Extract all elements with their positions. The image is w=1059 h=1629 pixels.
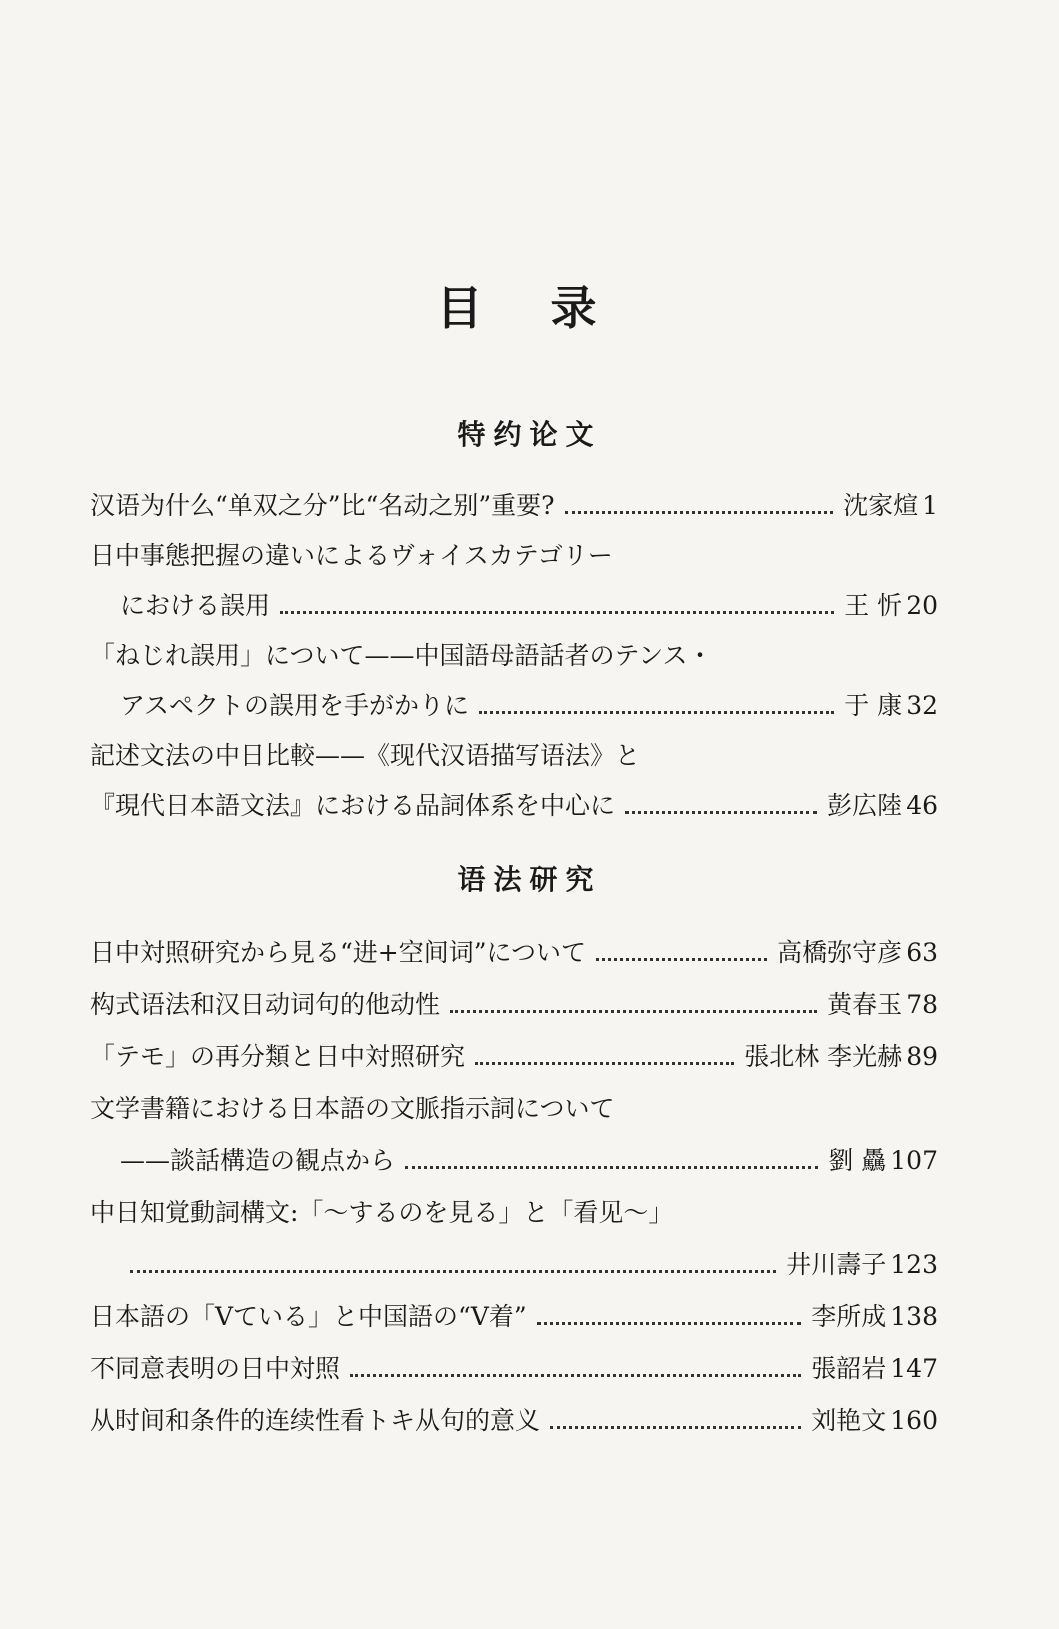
- toc-entry: [90, 638, 938, 674]
- leader-dots: [596, 944, 767, 961]
- toc-entry: [90, 488, 938, 524]
- leader-dots: [405, 1152, 818, 1169]
- entry-author: 王 忻: [844, 591, 903, 620]
- entry-title: 『現代日本語文法』における品詞体系を中心に: [90, 791, 616, 820]
- entry-title: 文学書籍における日本語の文脈指示詞について: [90, 1094, 615, 1123]
- entry-author: 劉 驫: [828, 1146, 887, 1175]
- entry-author: 高橋弥守彦: [777, 938, 903, 967]
- toc-entry: [90, 1403, 938, 1439]
- entry-title: ——談話構造の観点から: [120, 1146, 396, 1175]
- toc-entry: [90, 1039, 938, 1075]
- entry-title: 日中事態把握の違いによるヴォイスカテゴリー: [90, 541, 613, 570]
- entry-page: 123: [890, 1250, 938, 1279]
- entry-author: 張韶岩: [811, 1354, 887, 1383]
- entry-title: 从时间和条件的连续性看トキ从句的意义: [90, 1406, 541, 1435]
- entry-title: 不同意表明の日中対照: [90, 1354, 341, 1383]
- entry-author: 彭広陸: [827, 791, 903, 820]
- entry-page: 78: [906, 990, 938, 1019]
- entry-page: 89: [906, 1042, 938, 1071]
- entry-author: 張北林 李光赫: [744, 1042, 903, 1071]
- toc-entry: [120, 588, 938, 624]
- toc-entry: [90, 788, 938, 824]
- leader-dots: [565, 497, 834, 514]
- entry-page: 160: [890, 1406, 938, 1435]
- toc-entry: [120, 1143, 938, 1179]
- toc-entry: [90, 1351, 938, 1387]
- entry-page: 107: [890, 1146, 938, 1175]
- entry-author: 沈家煊: [843, 491, 919, 520]
- entry-author: 于 康: [844, 691, 903, 720]
- entry-page: 1: [922, 491, 938, 520]
- toc-entry: [90, 987, 938, 1023]
- entry-page: 20: [906, 591, 938, 620]
- entry-author: 刘艳文: [811, 1406, 887, 1435]
- leader-dots: [280, 597, 834, 614]
- entry-title: 「ねじれ誤用」について——中国語母語話者のテンス・: [90, 641, 713, 670]
- entry-author: 李所成: [811, 1302, 887, 1331]
- leader-dots: [537, 1308, 802, 1325]
- entry-page: 32: [906, 691, 938, 720]
- page-title: 目 录: [436, 281, 623, 335]
- entry-page: 138: [890, 1302, 938, 1331]
- toc-entry: [90, 538, 938, 574]
- toc-entry: [90, 1091, 938, 1127]
- toc-entry: [90, 738, 938, 774]
- leader-dots: [550, 1412, 801, 1429]
- leader-dots: [450, 996, 817, 1013]
- entry-page: 63: [906, 938, 938, 967]
- leader-dots: [625, 797, 817, 814]
- toc-entry: [90, 1299, 938, 1335]
- toc-entry: [90, 1195, 938, 1231]
- entry-title: アスペクトの誤用を手がかりに: [120, 691, 470, 720]
- entry-title: 日中対照研究から見る“进+空间词”について: [90, 938, 587, 967]
- entry-page: 147: [890, 1354, 938, 1383]
- entry-title: 記述文法の中日比較——《现代汉语描写语法》と: [90, 741, 641, 770]
- toc-entry: [120, 688, 938, 724]
- section-heading-special-papers: 特约论文: [457, 418, 602, 451]
- entry-author: 井川壽子: [786, 1250, 887, 1279]
- entry-author: 黄春玉: [827, 990, 903, 1019]
- entry-title: 汉语为什么“单双之分”比“名动之别”重要?: [90, 491, 555, 520]
- leader-dots: [475, 1048, 734, 1065]
- entry-page: 46: [906, 791, 938, 820]
- section-heading-grammar-research: 语法研究: [457, 863, 602, 896]
- leader-dots: [130, 1256, 776, 1273]
- toc-entry: [120, 1247, 938, 1283]
- toc-entry: [90, 935, 938, 971]
- entry-title: における誤用: [120, 591, 271, 620]
- leader-dots: [479, 697, 834, 714]
- entry-title: 中日知覚動詞構文:「〜するのを見る」と「看见〜」: [90, 1198, 674, 1227]
- entry-title: 构式语法和汉日动词句的他动性: [90, 990, 441, 1019]
- leader-dots: [350, 1360, 801, 1377]
- entry-title: 「テモ」の再分類と日中対照研究: [90, 1042, 466, 1071]
- entry-title: 日本語の「Vている」と中国語の“V着”: [90, 1302, 527, 1331]
